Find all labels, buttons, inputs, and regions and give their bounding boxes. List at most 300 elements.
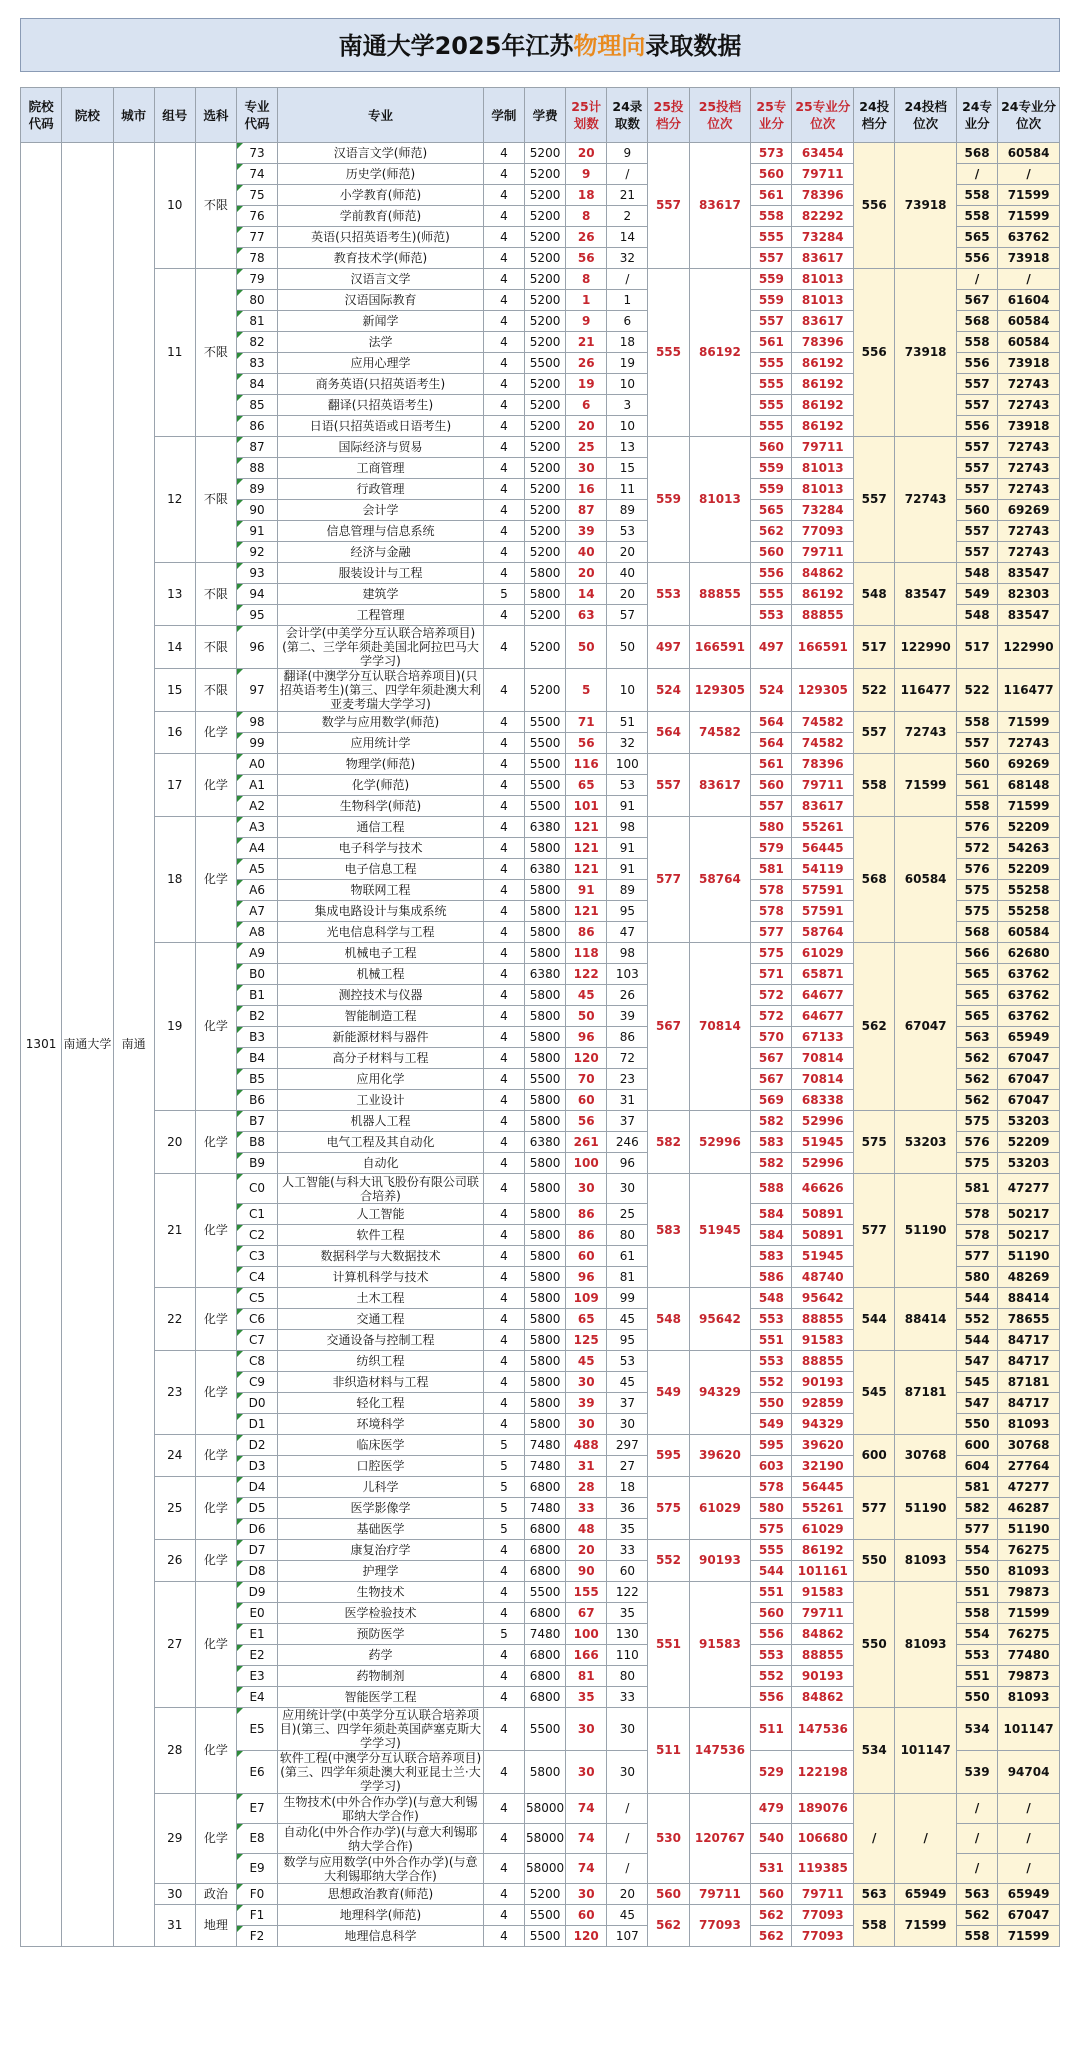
major-code-text: 96	[249, 639, 265, 654]
admitted-2024-cell: 50	[607, 626, 648, 669]
major-code-text: 80	[249, 292, 265, 307]
major-code-text: 74	[249, 166, 265, 181]
admitted-2024-cell: 32	[607, 248, 648, 269]
study-years-cell: 4	[483, 922, 524, 943]
major-rank-2024-cell: 67047	[998, 1905, 1060, 1926]
major-code-text: A9	[249, 945, 265, 960]
plan-2025-cell: 45	[566, 1351, 607, 1372]
major-code-text: C6	[249, 1311, 266, 1326]
corner-marker-icon	[237, 1884, 243, 1890]
major-score-2024-cell: 547	[957, 1393, 998, 1414]
major-score-2025-cell: 562	[751, 521, 792, 542]
major-name-cell: 工业设计	[278, 1090, 484, 1111]
major-score-2024-cell: 566	[957, 943, 998, 964]
major-rank-2024-cell: 60584	[998, 311, 1060, 332]
study-years-cell: 4	[483, 290, 524, 311]
major-score-2024-cell: 563	[957, 1027, 998, 1048]
admitted-2024-cell: 10	[607, 416, 648, 437]
major-score-2024-cell: 567	[957, 290, 998, 311]
corner-marker-icon	[237, 1540, 243, 1546]
admitted-2024-cell: 30	[607, 1751, 648, 1794]
admitted-2024-cell: 91	[607, 859, 648, 880]
major-code-text: A2	[249, 798, 265, 813]
admitted-2024-cell: 25	[607, 1204, 648, 1225]
table-row	[21, 817, 1060, 838]
major-code-text: 98	[249, 714, 265, 729]
study-years-cell: 4	[483, 437, 524, 458]
admitted-2024-cell: 130	[607, 1624, 648, 1645]
study-years-cell: 4	[483, 838, 524, 859]
study-years-cell: 4	[483, 374, 524, 395]
group-number-cell: 26	[154, 1540, 195, 1582]
plan-2025-cell: 20	[566, 143, 607, 164]
group-score-2024-cell: 548	[854, 563, 895, 626]
major-name-cell: 汉语言文学	[278, 269, 484, 290]
study-years-cell: 5	[483, 1498, 524, 1519]
major-score-2025-cell: 555	[751, 395, 792, 416]
major-code-cell	[236, 1561, 277, 1582]
major-score-2024-cell: 548	[957, 605, 998, 626]
header-cell: 24专 业分	[957, 88, 998, 143]
admitted-2024-cell: 110	[607, 1645, 648, 1666]
major-code-text: B0	[249, 966, 265, 981]
major-score-2024-cell: 534	[957, 1708, 998, 1751]
major-score-2024-cell: 581	[957, 1174, 998, 1204]
admitted-2024-cell: 100	[607, 754, 648, 775]
major-rank-2024-cell: 77480	[998, 1645, 1060, 1666]
tuition-cell: 5800	[525, 1393, 566, 1414]
major-score-2024-cell: 575	[957, 1111, 998, 1132]
major-rank-2025-cell: 78396	[792, 754, 854, 775]
admitted-2024-cell: 45	[607, 1905, 648, 1926]
major-name-cell: 经济与金融	[278, 542, 484, 563]
major-rank-2025-cell: 86192	[792, 584, 854, 605]
group-rank-2025-cell: 83617	[689, 754, 751, 817]
major-score-2024-cell: 577	[957, 1246, 998, 1267]
major-rank-2024-cell: 60584	[998, 922, 1060, 943]
plan-2025-cell: 100	[566, 1624, 607, 1645]
major-code-text: E2	[249, 1647, 265, 1662]
major-code-cell	[236, 1926, 277, 1947]
major-code-text: 87	[249, 439, 265, 454]
major-code-text: B3	[249, 1029, 265, 1044]
major-rank-2024-cell: 72743	[998, 733, 1060, 754]
table-row	[21, 1794, 1060, 1824]
major-code-text: 78	[249, 250, 265, 265]
major-code-text: A5	[249, 861, 265, 876]
major-rank-2024-cell: 69269	[998, 500, 1060, 521]
major-code-cell	[236, 1309, 277, 1330]
major-rank-2025-cell: 79711	[792, 775, 854, 796]
tuition-cell: 5200	[525, 458, 566, 479]
major-code-cell	[236, 1824, 277, 1854]
major-code-cell	[236, 542, 277, 563]
header-cell: 24投档 位次	[895, 88, 957, 143]
table-row	[21, 1111, 1060, 1132]
major-score-2024-cell: 565	[957, 1006, 998, 1027]
major-score-2024-cell: 565	[957, 227, 998, 248]
major-code-cell	[236, 437, 277, 458]
admitted-2024-cell: 91	[607, 796, 648, 817]
major-code-cell	[236, 605, 277, 626]
header-cell: 城市	[113, 88, 154, 143]
admitted-2024-cell: 80	[607, 1225, 648, 1246]
major-name-cell: 教育技术学(师范)	[278, 248, 484, 269]
study-years-cell: 4	[483, 964, 524, 985]
group-rank-2025-cell: 95642	[689, 1288, 751, 1351]
major-code-cell	[236, 1794, 277, 1824]
major-score-2025-cell: 555	[751, 584, 792, 605]
major-rank-2025-cell: 81013	[792, 269, 854, 290]
plan-2025-cell: 31	[566, 1456, 607, 1477]
header-cell: 选科	[195, 88, 236, 143]
tuition-cell: 6380	[525, 859, 566, 880]
major-score-2025-cell: 557	[751, 311, 792, 332]
table-row	[21, 143, 1060, 164]
major-rank-2024-cell: 63762	[998, 227, 1060, 248]
major-rank-2025-cell: 101161	[792, 1561, 854, 1582]
major-score-2024-cell: 576	[957, 859, 998, 880]
corner-marker-icon	[237, 1435, 243, 1441]
major-score-2024-cell: 558	[957, 1926, 998, 1947]
group-number-cell: 22	[154, 1288, 195, 1351]
group-score-2024-cell: 556	[854, 269, 895, 437]
corner-marker-icon	[237, 1288, 243, 1294]
major-score-2024-cell: 562	[957, 1069, 998, 1090]
major-rank-2025-cell: 64677	[792, 985, 854, 1006]
major-code-cell	[236, 1090, 277, 1111]
group-score-2024-cell: 575	[854, 1111, 895, 1174]
major-score-2025-cell: 578	[751, 880, 792, 901]
corner-marker-icon	[237, 1708, 243, 1714]
major-rank-2025-cell: 84862	[792, 1687, 854, 1708]
study-years-cell: 4	[483, 1854, 524, 1884]
major-rank-2024-cell: /	[998, 164, 1060, 185]
major-name-cell: 思想政治教育(师范)	[278, 1884, 484, 1905]
major-rank-2024-cell: 83547	[998, 605, 1060, 626]
major-name-cell: 电子科学与技术	[278, 838, 484, 859]
admitted-2024-cell: 21	[607, 185, 648, 206]
major-name-cell: 智能医学工程	[278, 1687, 484, 1708]
major-code-text: B5	[249, 1071, 265, 1086]
major-code-cell	[236, 416, 277, 437]
study-years-cell: 5	[483, 1435, 524, 1456]
major-code-cell	[236, 964, 277, 985]
table-row	[21, 1435, 1060, 1456]
group-score-2024-cell: 522	[854, 669, 895, 712]
group-number-cell: 18	[154, 817, 195, 943]
major-rank-2024-cell: 67047	[998, 1069, 1060, 1090]
major-code-cell	[236, 206, 277, 227]
major-code-text: A6	[249, 882, 265, 897]
major-score-2025-cell: 560	[751, 1884, 792, 1905]
major-rank-2024-cell: 68148	[998, 775, 1060, 796]
plan-2025-cell: 20	[566, 1540, 607, 1561]
major-name-cell: 人工智能	[278, 1204, 484, 1225]
major-code-cell	[236, 185, 277, 206]
major-score-2025-cell: 557	[751, 248, 792, 269]
major-rank-2024-cell: /	[998, 269, 1060, 290]
group-number-cell: 10	[154, 143, 195, 269]
major-code-cell	[236, 1027, 277, 1048]
tuition-cell: 58000	[525, 1854, 566, 1884]
major-code-cell	[236, 248, 277, 269]
major-code-cell	[236, 395, 277, 416]
major-rank-2024-cell: 73918	[998, 248, 1060, 269]
major-code-text: 88	[249, 460, 265, 475]
study-years-cell: 4	[483, 796, 524, 817]
tuition-cell: 5200	[525, 374, 566, 395]
header-cell: 24投 档分	[854, 88, 895, 143]
major-score-2024-cell: 572	[957, 838, 998, 859]
header-cell: 组号	[154, 88, 195, 143]
study-years-cell: 4	[483, 1069, 524, 1090]
major-code-cell	[236, 1624, 277, 1645]
plan-2025-cell: 1	[566, 290, 607, 311]
tuition-cell: 6800	[525, 1645, 566, 1666]
major-score-2025-cell: 559	[751, 458, 792, 479]
corner-marker-icon	[237, 1048, 243, 1054]
major-code-text: C2	[249, 1227, 266, 1242]
group-rank-2024-cell: 116477	[895, 669, 957, 712]
plan-2025-cell: 30	[566, 1708, 607, 1751]
major-code-cell	[236, 1854, 277, 1884]
admitted-2024-cell: 6	[607, 311, 648, 332]
group-rank-2024-cell: 73918	[895, 143, 957, 269]
major-code-text: E0	[249, 1605, 265, 1620]
tuition-cell: 5800	[525, 1225, 566, 1246]
major-rank-2024-cell: 27764	[998, 1456, 1060, 1477]
major-code-text: E6	[249, 1764, 265, 1779]
study-years-cell: 4	[483, 1090, 524, 1111]
major-score-2025-cell: 540	[751, 1824, 792, 1854]
corner-marker-icon	[237, 943, 243, 949]
plan-2025-cell: 74	[566, 1854, 607, 1884]
major-rank-2024-cell: 116477	[998, 669, 1060, 712]
major-code-cell	[236, 838, 277, 859]
study-years-cell: 4	[483, 542, 524, 563]
group-score-2025-cell: 530	[648, 1794, 689, 1884]
major-rank-2025-cell: 78396	[792, 332, 854, 353]
major-rank-2025-cell: 147536	[792, 1708, 854, 1751]
major-rank-2025-cell: 61029	[792, 1519, 854, 1540]
plan-2025-cell: 120	[566, 1048, 607, 1069]
tuition-cell: 6380	[525, 964, 566, 985]
major-name-cell: 学前教育(师范)	[278, 206, 484, 227]
major-code-cell	[236, 1540, 277, 1561]
major-score-2024-cell: 562	[957, 1905, 998, 1926]
group-score-2024-cell: 577	[854, 1174, 895, 1288]
major-code-text: 83	[249, 355, 265, 370]
major-rank-2025-cell: 92859	[792, 1393, 854, 1414]
group-number-cell: 30	[154, 1884, 195, 1905]
group-score-2024-cell: 534	[854, 1708, 895, 1794]
group-number-cell: 28	[154, 1708, 195, 1794]
major-score-2025-cell: 560	[751, 775, 792, 796]
study-years-cell: 4	[483, 185, 524, 206]
plan-2025-cell: 9	[566, 311, 607, 332]
admitted-2024-cell: 37	[607, 1393, 648, 1414]
admitted-2024-cell: 37	[607, 1111, 648, 1132]
subject-requirement-cell: 化学	[195, 1288, 236, 1351]
major-code-cell	[236, 1069, 277, 1090]
admitted-2024-cell: 3	[607, 395, 648, 416]
study-years-cell: 4	[483, 1351, 524, 1372]
major-score-2025-cell: 572	[751, 1006, 792, 1027]
major-rank-2025-cell: 56445	[792, 838, 854, 859]
group-rank-2024-cell: 71599	[895, 754, 957, 817]
major-rank-2024-cell: 76275	[998, 1624, 1060, 1645]
major-score-2024-cell: 556	[957, 248, 998, 269]
subject-requirement-cell: 不限	[195, 563, 236, 626]
admitted-2024-cell: 30	[607, 1414, 648, 1435]
major-rank-2024-cell: 53203	[998, 1153, 1060, 1174]
tuition-cell: 5200	[525, 500, 566, 521]
tuition-cell: 5500	[525, 1905, 566, 1926]
major-code-cell	[236, 1884, 277, 1905]
major-rank-2024-cell: 52209	[998, 859, 1060, 880]
major-code-text: 73	[249, 145, 265, 160]
header-cell: 25计 划数	[566, 88, 607, 143]
major-score-2025-cell: 575	[751, 1519, 792, 1540]
major-name-cell: 计算机科学与技术	[278, 1267, 484, 1288]
study-years-cell: 4	[483, 1267, 524, 1288]
plan-2025-cell: 65	[566, 1309, 607, 1330]
admitted-2024-cell: 47	[607, 922, 648, 943]
corner-marker-icon	[237, 479, 243, 485]
major-code-text: 79	[249, 271, 265, 286]
admitted-2024-cell: 1	[607, 290, 648, 311]
subject-requirement-cell: 化学	[195, 1708, 236, 1794]
group-number-cell: 16	[154, 712, 195, 754]
corner-marker-icon	[237, 1666, 243, 1672]
major-code-cell	[236, 1288, 277, 1309]
major-rank-2025-cell: 88855	[792, 1309, 854, 1330]
corner-marker-icon	[237, 500, 243, 506]
group-score-2024-cell: 557	[854, 712, 895, 754]
tuition-cell: 5800	[525, 1153, 566, 1174]
corner-marker-icon	[237, 269, 243, 275]
plan-2025-cell: 39	[566, 1393, 607, 1414]
header-cell: 25投 档分	[648, 88, 689, 143]
group-score-2025-cell: 582	[648, 1111, 689, 1174]
major-code-cell	[236, 922, 277, 943]
major-rank-2024-cell: 72743	[998, 437, 1060, 458]
tuition-cell: 5200	[525, 395, 566, 416]
tuition-cell: 5200	[525, 416, 566, 437]
major-score-2025-cell: 583	[751, 1132, 792, 1153]
major-code-text: 97	[249, 682, 265, 697]
study-years-cell: 4	[483, 1111, 524, 1132]
tuition-cell: 5800	[525, 922, 566, 943]
corner-marker-icon	[237, 817, 243, 823]
major-name-cell: 应用心理学	[278, 353, 484, 374]
major-name-cell: 电气工程及其自动化	[278, 1132, 484, 1153]
study-years-cell: 4	[483, 1708, 524, 1751]
header-cell: 25专业分 位次	[792, 88, 854, 143]
subject-requirement-cell: 不限	[195, 669, 236, 712]
group-number-cell: 12	[154, 437, 195, 563]
major-code-cell	[236, 1498, 277, 1519]
tuition-cell: 5800	[525, 1006, 566, 1027]
tuition-cell: 6800	[525, 1666, 566, 1687]
major-rank-2025-cell: 94329	[792, 1414, 854, 1435]
major-code-cell	[236, 1582, 277, 1603]
major-score-2025-cell: 560	[751, 542, 792, 563]
plan-2025-cell: 50	[566, 1006, 607, 1027]
header-cell: 专业 代码	[236, 88, 277, 143]
admitted-2024-cell: 89	[607, 880, 648, 901]
tuition-cell: 5800	[525, 1414, 566, 1435]
corner-marker-icon	[237, 985, 243, 991]
tuition-cell: 5200	[525, 521, 566, 542]
study-years-cell: 4	[483, 901, 524, 922]
study-years-cell: 4	[483, 1330, 524, 1351]
major-name-cell: 自动化(中外合作办学)(与意大利锡耶纳大学合作)	[278, 1824, 484, 1854]
corner-marker-icon	[237, 332, 243, 338]
major-name-cell: 新能源材料与器件	[278, 1027, 484, 1048]
major-score-2025-cell: 544	[751, 1561, 792, 1582]
admitted-2024-cell: 45	[607, 1309, 648, 1330]
study-years-cell: 4	[483, 1751, 524, 1794]
corner-marker-icon	[237, 669, 243, 675]
tuition-cell: 6800	[525, 1477, 566, 1498]
major-code-cell	[236, 458, 277, 479]
study-years-cell: 4	[483, 164, 524, 185]
major-rank-2024-cell: 72743	[998, 458, 1060, 479]
major-score-2025-cell: 553	[751, 605, 792, 626]
major-rank-2025-cell: 56445	[792, 1477, 854, 1498]
major-rank-2025-cell: 48740	[792, 1267, 854, 1288]
group-rank-2024-cell: 72743	[895, 437, 957, 563]
subject-requirement-cell: 化学	[195, 1540, 236, 1582]
plan-2025-cell: 81	[566, 1666, 607, 1687]
major-score-2024-cell: 545	[957, 1372, 998, 1393]
major-rank-2025-cell: 77093	[792, 1905, 854, 1926]
plan-2025-cell: 60	[566, 1246, 607, 1267]
major-code-cell	[236, 817, 277, 838]
major-score-2024-cell: 575	[957, 1153, 998, 1174]
major-name-cell: 商务英语(只招英语考生)	[278, 374, 484, 395]
corner-marker-icon	[237, 143, 243, 149]
major-name-cell: 会计学(中美学分互认联合培养项目)(第二、三学年须赴美国北阿拉巴马大学学习)	[278, 626, 484, 669]
admitted-2024-cell: 99	[607, 1288, 648, 1309]
plan-2025-cell: 90	[566, 1561, 607, 1582]
group-number-cell: 24	[154, 1435, 195, 1477]
corner-marker-icon	[237, 542, 243, 548]
plan-2025-cell: 121	[566, 817, 607, 838]
major-score-2024-cell: 558	[957, 1603, 998, 1624]
major-score-2024-cell: 582	[957, 1498, 998, 1519]
major-name-cell: 生物科学(师范)	[278, 796, 484, 817]
plan-2025-cell: 166	[566, 1645, 607, 1666]
admitted-2024-cell: 53	[607, 521, 648, 542]
tuition-cell: 5200	[525, 479, 566, 500]
major-code-text: D8	[248, 1563, 266, 1578]
plan-2025-cell: 96	[566, 1027, 607, 1048]
group-score-2024-cell: 544	[854, 1288, 895, 1351]
major-rank-2024-cell: 67047	[998, 1090, 1060, 1111]
plan-2025-cell: 48	[566, 1519, 607, 1540]
admitted-2024-cell: 10	[607, 374, 648, 395]
group-score-2025-cell: 557	[648, 754, 689, 817]
group-score-2025-cell: 560	[648, 1884, 689, 1905]
major-name-cell: 物理学(师范)	[278, 754, 484, 775]
group-rank-2024-cell: 30768	[895, 1435, 957, 1477]
admitted-2024-cell: 19	[607, 353, 648, 374]
plan-2025-cell: 20	[566, 416, 607, 437]
group-number-cell: 25	[154, 1477, 195, 1540]
